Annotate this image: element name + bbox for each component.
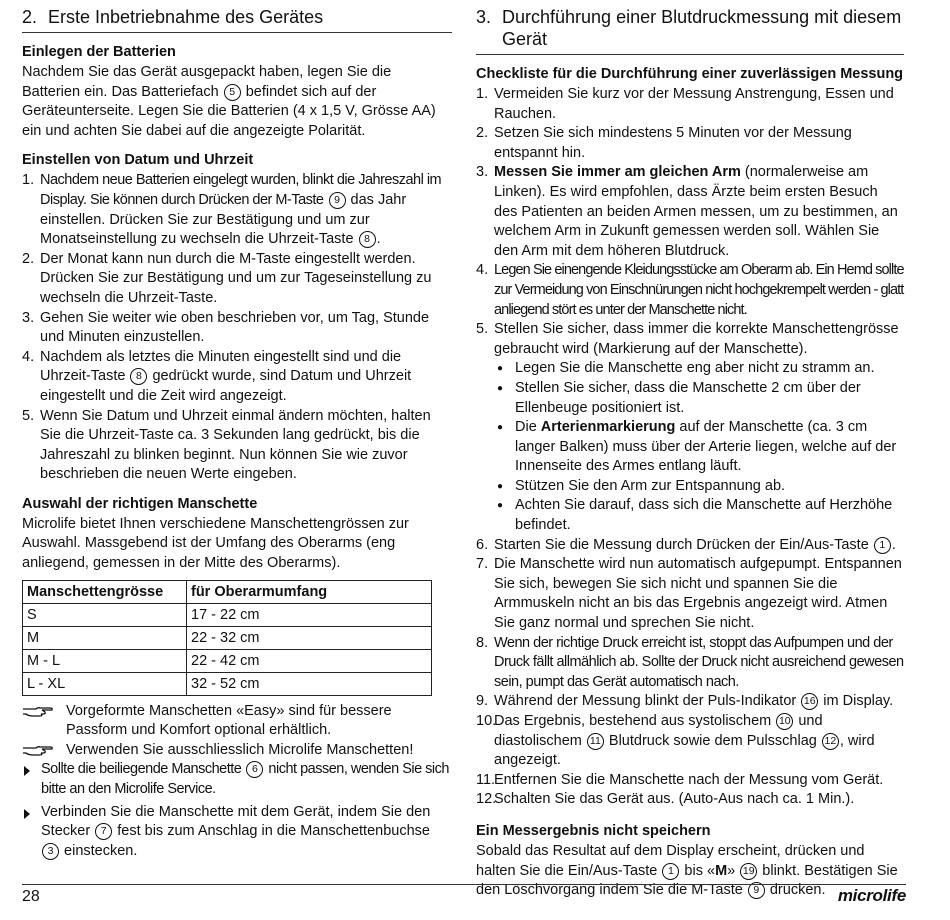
ref-circle: 19	[740, 863, 757, 880]
list-item: 8. Wenn der richtige Druck erreicht ist, stoppt das Aufpumpen und der Druck fällt allmählich ab. Sollte der Druck nicht ausreichend gewesen sein, pumpt das Gerät automatisch nach.	[476, 634, 904, 690]
list-item: 2. Setzen Sie sich mindestens 5 Minuten vor der Messung entspannt hin.	[476, 125, 852, 161]
list-item: 2. Der Monat kann nun durch die M-Taste eingestellt werden. Drücken Sie zur Bestätigung und um zur Tageseinstellung zu wechseln die Uhrzeit-Taste.	[22, 250, 432, 306]
instruction-cuff-fit: Sollte die beiliegende Manschette 6 nicht passen, wenden Sie sich bitte an den Microlife Service.	[22, 760, 452, 799]
list-item: 1. Vermeiden Sie kurz vor der Messung Anstrengung, Essen und Rauchen.	[476, 86, 894, 122]
triangle-bullet-icon	[24, 766, 30, 776]
ref-circle: 9	[748, 882, 765, 899]
ref-circle: 16	[801, 693, 818, 710]
list-item: 5. Wenn Sie Datum und Uhrzeit einmal ändern möchten, halten Sie die Uhrzeit-Taste ca. 3 Sekunden lang gedrückt, bis die Jahreszahl zu blinken beginnt. Nun können Sie wie zuvor beschrieben die neuen Werte eingeben.	[22, 407, 431, 483]
batteries-heading: Einlegen der Batterien	[22, 44, 176, 60]
list-item: 9. Während der Messung blinkt der Puls-Indikator 16 im Display.	[476, 693, 894, 710]
list-item: 5. Stellen Sie sicher, dass immer die korrekte Manschettengrösse gebraucht wird (Markierung auf der Manschette). ● Legen Sie die Manschette eng aber nicht zu stramm an. ● Stellen Sie sicher, dass die Manschette 2 cm über der Ellenbeuge positioniert ist. ● Die Arterienmarkierung auf der Manschette (ca. 3 cm langer Balken) muss über der Arterie liegen, welche auf der Innenseite des Armes entlang läuft. ● Stützen Sie den Arm zur Entspannung ab. ● Achten Sie darauf, dass sich die Manschette auf Herzhöhe befindet.	[476, 320, 904, 536]
ref-circle: 6	[246, 761, 263, 778]
list-item: 4. Legen Sie einengende Kleidungsstücke am Oberarm ab. Ein Hemd sollte zur Vermeidung von Einschnürungen nicht hochgekrempelt werden - glatt anliegend stört es unter der Manschette nicht.	[476, 262, 904, 318]
left-column	[22, 6, 452, 861]
page-number: 28	[22, 888, 40, 905]
list-item: 7. Die Manschette wird nun automatisch aufgepumpt. Entspannen Sie sich, bewegen Sie sich nicht und spannen Sie die Armmuskeln nicht an bis das Ergebnis angezeigt wird. Atmen Sie ganz normal und sprechen Sie nicht.	[476, 556, 902, 632]
note-original-cuffs: Verwenden Sie ausschliesslich Microlife Manschetten!	[22, 741, 452, 761]
brand-logo: microlife	[837, 886, 906, 905]
list-item: 3. Gehen Sie weiter wie oben beschrieben vor, um Tag, Stunde und Minuten einzustellen.	[22, 309, 430, 346]
ref-circle: 5	[224, 84, 241, 101]
page-footer	[22, 884, 906, 905]
ref-circle: 12	[822, 733, 839, 750]
section-3-title: 3. Durchführung einer Blutdruckmessung mit diesem Gerät	[476, 6, 904, 55]
ref-circle: 9	[329, 192, 346, 209]
right-column	[476, 6, 904, 901]
cuff-text: Microlife bietet Ihnen verschiedene Manschettengrössen zur Auswahl. Massgebend ist der Umfang des Oberarms (eng anliegend, gemessen in der Mitte des Oberarms).	[22, 515, 409, 572]
list-item: 12. Schalten Sie das Gerät aus. (Auto-Aus nach ca. 1 Min.).	[476, 791, 855, 808]
list-item: 10. Das Ergebnis, bestehend aus systolischem 10 und diastolischem 11 Blutdruck sowie dem Pulsschlag 12 , wird angezeigt.	[476, 713, 875, 769]
ref-circle: 1	[662, 863, 679, 880]
table-row: M - L 22 - 42 cm	[23, 649, 432, 672]
table-header: für Oberarmumfang	[187, 580, 432, 603]
ref-circle: 1	[874, 537, 891, 554]
batteries-text: Nachdem Sie das Gerät ausgepackt haben, legen Sie die Batterien ein. Das Batteriefach 5 befindet sich auf der Geräteunterseite. Legen Sie die Batterien (4 x 1,5 V, Grösse AA) ein und achten Sie dabei auf die angezeigte Polarität.	[22, 64, 436, 139]
cuff-size-table	[22, 580, 432, 696]
list-item: 3. Messen Sie immer am gleichen Arm (normalerweise am Linken). Es wird empfohlen, dass Ärzte beim ersten Besuch des Patienten an beiden Armen messen, um zu bestimmen, an welchem Arm in Zukunft gemessen werden soll. Wählen Sie den Arm mit dem höheren Blutdruck.	[476, 164, 898, 259]
instruction-connect-cuff: Verbinden Sie die Manschette mit dem Gerät, indem Sie den Stecker 7 fest bis zum Anschlag in die Manschettenbuchse 3 einstecken.	[22, 803, 452, 862]
date-time-steps	[22, 171, 452, 485]
ref-circle: 10	[776, 713, 793, 730]
no-save-text: Sobald das Resultat auf dem Display erscheint, drücken und halten Sie die Ein/Aus-Taste 1 bis «M» 19 blinkt. Bestätigen Sie den Löschvorgang indem Sie die M-Taste 9 drücken.	[476, 842, 898, 899]
list-item: ● Stützen Sie den Arm zur Entspannung ab.	[494, 477, 904, 497]
triangle-bullet-icon	[24, 809, 30, 819]
table-row: M 22 - 32 cm	[23, 626, 432, 649]
list-item: 6. Starten Sie die Messung durch Drücken der Ein/Aus-Taste 1 .	[476, 536, 896, 553]
list-item: ● Stellen Sie sicher, dass die Manschette 2 cm über der Ellenbeuge positioniert ist.	[494, 379, 904, 418]
list-item: 1. Nachdem neue Batterien eingelegt wurden, blinkt die Jahreszahl im Display. Sie können durch Drücken der M-Taste 9 das Jahr einstellen. Drücken Sie zur Bestätigung und um zur Monatseinstellung zu wechseln die Uhrzeit-Taste 8 .	[22, 172, 442, 248]
table-row: S 17 - 22 cm	[23, 603, 432, 626]
pointing-hand-icon	[22, 742, 54, 758]
no-save-heading: Ein Messergebnis nicht speichern	[476, 822, 711, 839]
cuff-checklist	[494, 359, 904, 535]
cuff-heading: Auswahl der richtigen Manschette	[22, 495, 258, 512]
table-header: Manschettengrösse	[23, 580, 187, 603]
list-item: 4. Nachdem als letztes die Minuten eingestellt sind und die Uhrzeit-Taste 8 gedrückt wurde, sind Datum und Uhrzeit eingestellt und die Zeit wird angezeigt.	[22, 348, 412, 404]
note-easy-cuffs: Vorgeformte Manschetten «Easy» sind für bessere Passform und Komfort optional erhältlich.	[22, 702, 452, 741]
ref-circle: 3	[42, 843, 59, 860]
ref-circle: 8	[130, 368, 147, 385]
ref-circle: 8	[359, 231, 376, 248]
list-item: ● Die Arterienmarkierung auf der Manschette (ca. 3 cm langer Balken) muss über der Arterie liegen, welche auf der Innenseite des Armes entlang läuft.	[494, 418, 904, 477]
table-header-row	[23, 580, 432, 603]
measurement-steps	[476, 85, 904, 810]
list-item: 11. Entfernen Sie die Manschette nach der Messung vom Gerät.	[476, 771, 884, 788]
ref-circle: 11	[587, 733, 604, 750]
table-row: L - XL 32 - 52 cm	[23, 672, 432, 695]
section-2-title: 2. Erste Inbetriebnahme des Gerätes	[22, 6, 452, 33]
list-item: ● Achten Sie darauf, dass sich die Manschette auf Herzhöhe befindet.	[494, 496, 904, 535]
checklist-heading: Checkliste für die Durchführung einer zuverlässigen Messung	[476, 66, 904, 82]
list-item: ● Legen Sie die Manschette eng aber nicht zu stramm an.	[494, 359, 904, 379]
pointing-hand-icon	[22, 703, 54, 719]
date-time-heading: Einstellen von Datum und Uhrzeit	[22, 152, 254, 169]
ref-circle: 7	[95, 823, 112, 840]
